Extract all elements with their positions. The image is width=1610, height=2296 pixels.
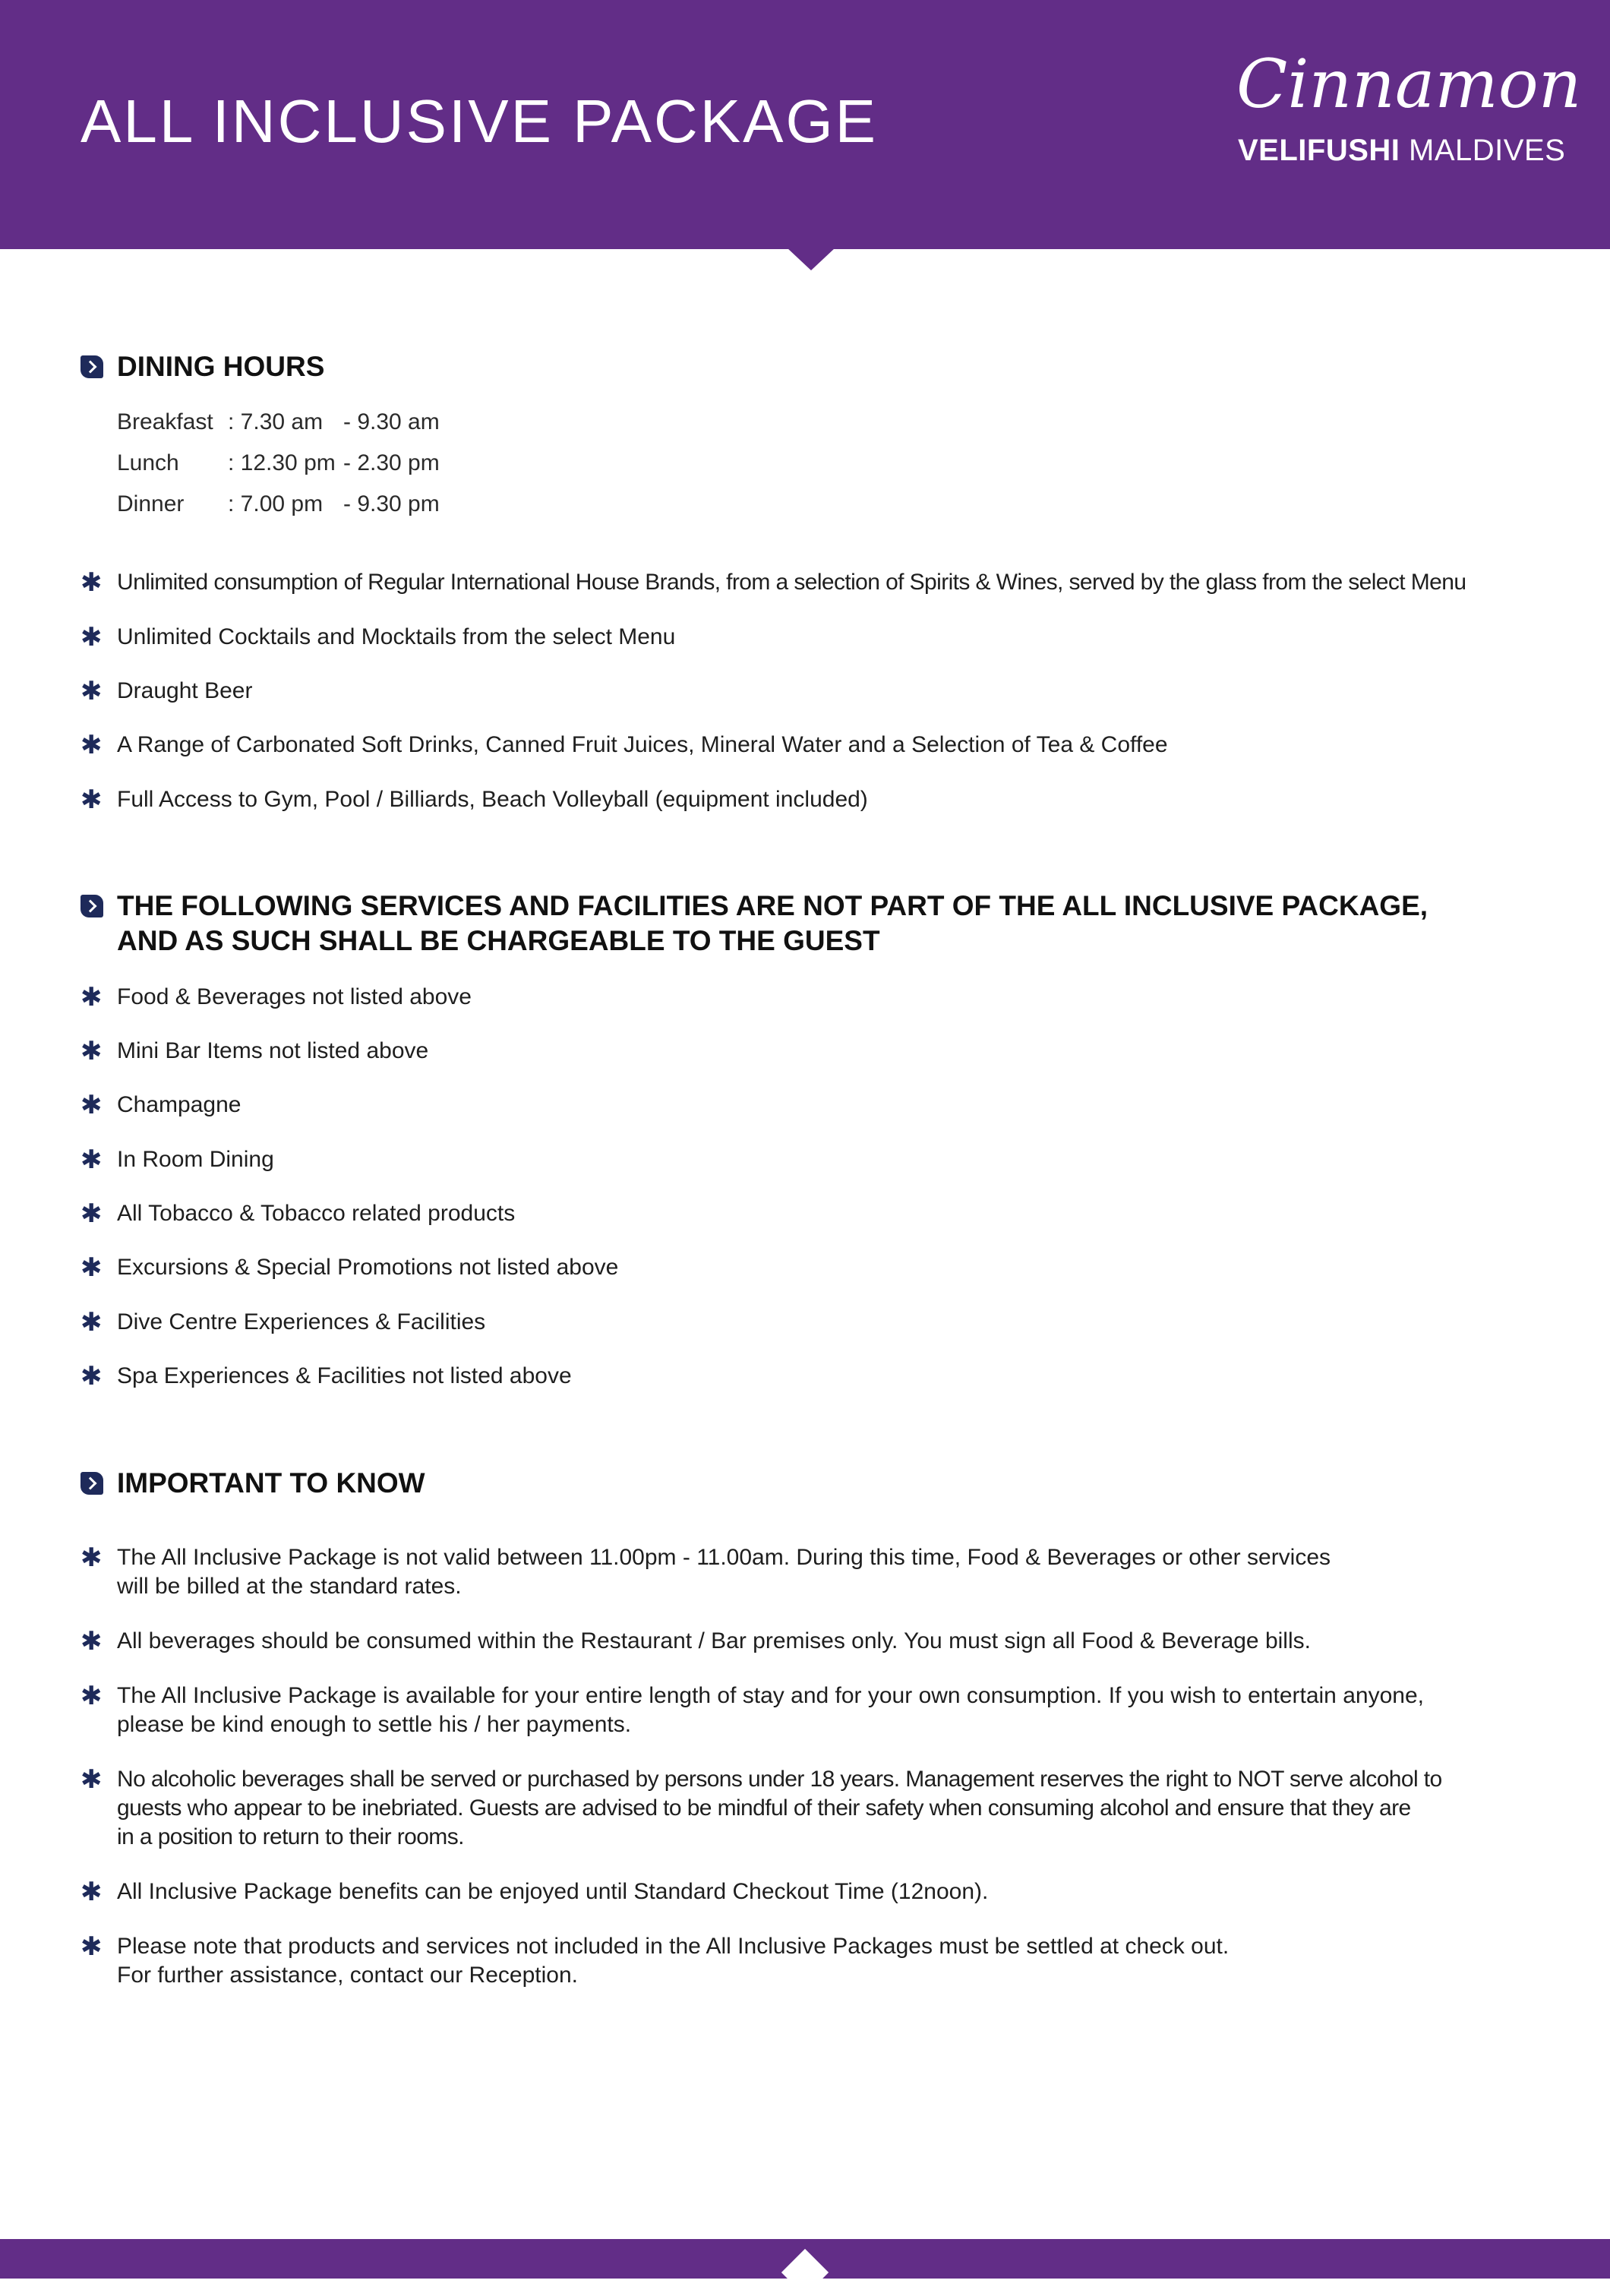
asterisk-icon: ✱ [80, 1627, 103, 1656]
asterisk-icon: ✱ [80, 1362, 103, 1391]
asterisk-icon: ✱ [80, 1037, 103, 1066]
asterisk-icon: ✱ [80, 1091, 103, 1120]
asterisk-icon: ✱ [80, 1145, 103, 1174]
brand-location-bold: VELIFUSHI [1238, 134, 1400, 167]
section-arrow-icon [80, 1472, 103, 1495]
header-notch [787, 248, 835, 270]
dining-row-lunch: Lunch : 12.30 pm - 2.30 pm [117, 450, 440, 475]
brand-location [1238, 132, 1566, 169]
asterisk-icon: ✱ [80, 677, 103, 706]
asterisk-icon: ✱ [80, 623, 103, 652]
asterisk-icon: ✱ [80, 1682, 103, 1710]
asterisk-icon: ✱ [80, 731, 103, 760]
asterisk-icon: ✱ [80, 1878, 103, 1906]
asterisk-icon: ✱ [80, 1199, 103, 1228]
section-arrow-icon [80, 355, 103, 378]
dining-row-dinner: Dinner : 7.00 pm - 9.30 pm [117, 491, 440, 516]
asterisk-icon: ✱ [80, 785, 103, 814]
asterisk-icon: ✱ [80, 1932, 103, 1961]
asterisk-icon: ✱ [80, 1253, 103, 1282]
section-arrow-icon [80, 895, 103, 917]
asterisk-icon: ✱ [80, 1308, 103, 1337]
brand-logo: Cinnamon [1236, 45, 1582, 123]
page-title: ALL INCLUSIVE PACKAGE [80, 87, 879, 155]
brand-location-rest: MALDIVES [1400, 134, 1566, 167]
asterisk-icon: ✱ [80, 1765, 103, 1794]
dining-row-breakfast: Breakfast : 7.30 am - 9.30 am [117, 409, 440, 434]
asterisk-icon: ✱ [80, 568, 103, 597]
asterisk-icon: ✱ [80, 1543, 103, 1572]
asterisk-icon: ✱ [80, 983, 103, 1012]
